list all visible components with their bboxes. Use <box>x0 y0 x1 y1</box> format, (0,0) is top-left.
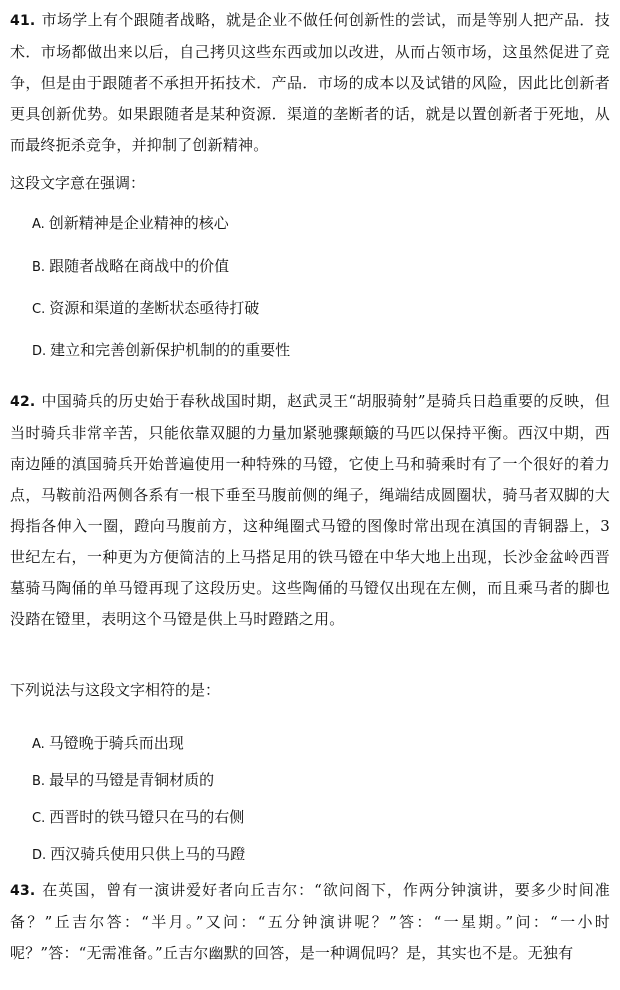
question-41-number: 41. <box>10 13 36 29</box>
option-text: 跟随者战略在商战中的价值 <box>49 257 230 275</box>
question-42-option-b[interactable] <box>32 770 214 792</box>
question-41-option-d[interactable] <box>32 340 290 362</box>
option-letter: B. <box>32 260 46 275</box>
question-41-option-c[interactable] <box>32 298 259 320</box>
option-letter: B. <box>32 774 46 789</box>
option-text: 西汉骑兵使用只供上马的马蹬 <box>50 845 246 863</box>
option-text: 建立和完善创新保护机制的的重要性 <box>50 341 291 359</box>
option-letter: A. <box>32 217 45 232</box>
question-42-number: 42. <box>10 394 36 410</box>
option-text: 资源和渠道的垄断状态亟待打破 <box>49 299 260 317</box>
option-letter: C. <box>32 302 46 317</box>
question-42-option-a[interactable] <box>32 733 184 755</box>
question-43-stem <box>10 875 610 969</box>
option-letter: D. <box>32 344 47 359</box>
option-text: 西晋时的铁马镫只在马的右侧 <box>49 808 245 826</box>
question-43-text: 在英国，曾有一演讲爱好者向丘吉尔：“欲问阁下，作两分钟演讲，要多少时间准备？”丘吉尔答：“半月。”又问：“五分钟演讲呢？”答：“一星期。”问：“一小时呢？”答：“无需准备。”丘吉尔幽默的回答，是一种调侃吗？是，其实也不是。无独有 <box>10 881 610 962</box>
question-42-stem <box>10 386 610 635</box>
option-text: 马镫晚于骑兵而出现 <box>48 734 184 752</box>
question-42-option-d[interactable] <box>32 844 245 866</box>
question-43-number: 43. <box>10 883 36 899</box>
option-letter: D. <box>32 848 47 863</box>
question-42-prompt: 下列说法与这段文字相符的是： <box>10 681 221 699</box>
question-41-option-a[interactable] <box>32 213 229 235</box>
option-letter: A. <box>32 737 45 752</box>
option-text: 最早的马镫是青铜材质的 <box>49 771 215 789</box>
question-41-text: 市场学上有个跟随者战略，就是企业不做任何创新性的尝试，而是等别人把产品．技术．市场都做出来以后，自己拷贝这些东西或加以改进，从而占领市场，这虽然促进了竞争，但是由于跟随者不承担开拓技术．产品．市场的成本以及试错的风险，因此比创新者更具创新优势。如果跟随者是某种资源．渠道的垄断者的话，就是以置创新者于死地，从而最终扼杀竞争，并抑制了创新精神。 <box>10 11 610 154</box>
question-42-text: 中国骑兵的历史始于春秋战国时期，赵武灵王“胡服骑射”是骑兵日趋重要的反映，但当时骑兵非常辛苦，只能依靠双腿的力量加紧驰骤颠簸的马匹以保持平衡。西汉中期，西南边陲的滇国骑兵开始普遍使用一种特殊的马镫，它使上马和骑乘时有了一个很好的着力点，马鞍前沿两侧各系有一根下垂至马腹前侧的绳子，绳端结成圆圈状，骑马者双脚的大拇指各伸入一圈，蹬向马腹前方，这种绳圈式马镫的图像时常出现在滇国的青铜器上，3世纪左右，一种更为方便简洁的上马搭足用的铁马镫在中华大地上出现，长沙金盆岭西晋墓骑马陶俑的单马镫再现了这段历史。这些陶俑的马镫仅出现在左侧，而且乘马者的脚也没踏在镫里，表明这个马镫是供上马时蹬踏之用。 <box>10 392 610 628</box>
question-41-option-b[interactable] <box>32 256 229 278</box>
question-41-stem <box>10 5 610 161</box>
question-41-prompt: 这段文字意在强调： <box>10 174 146 192</box>
option-text: 创新精神是企业精神的核心 <box>48 214 229 232</box>
question-42-option-c[interactable] <box>32 807 244 829</box>
option-letter: C. <box>32 811 46 826</box>
